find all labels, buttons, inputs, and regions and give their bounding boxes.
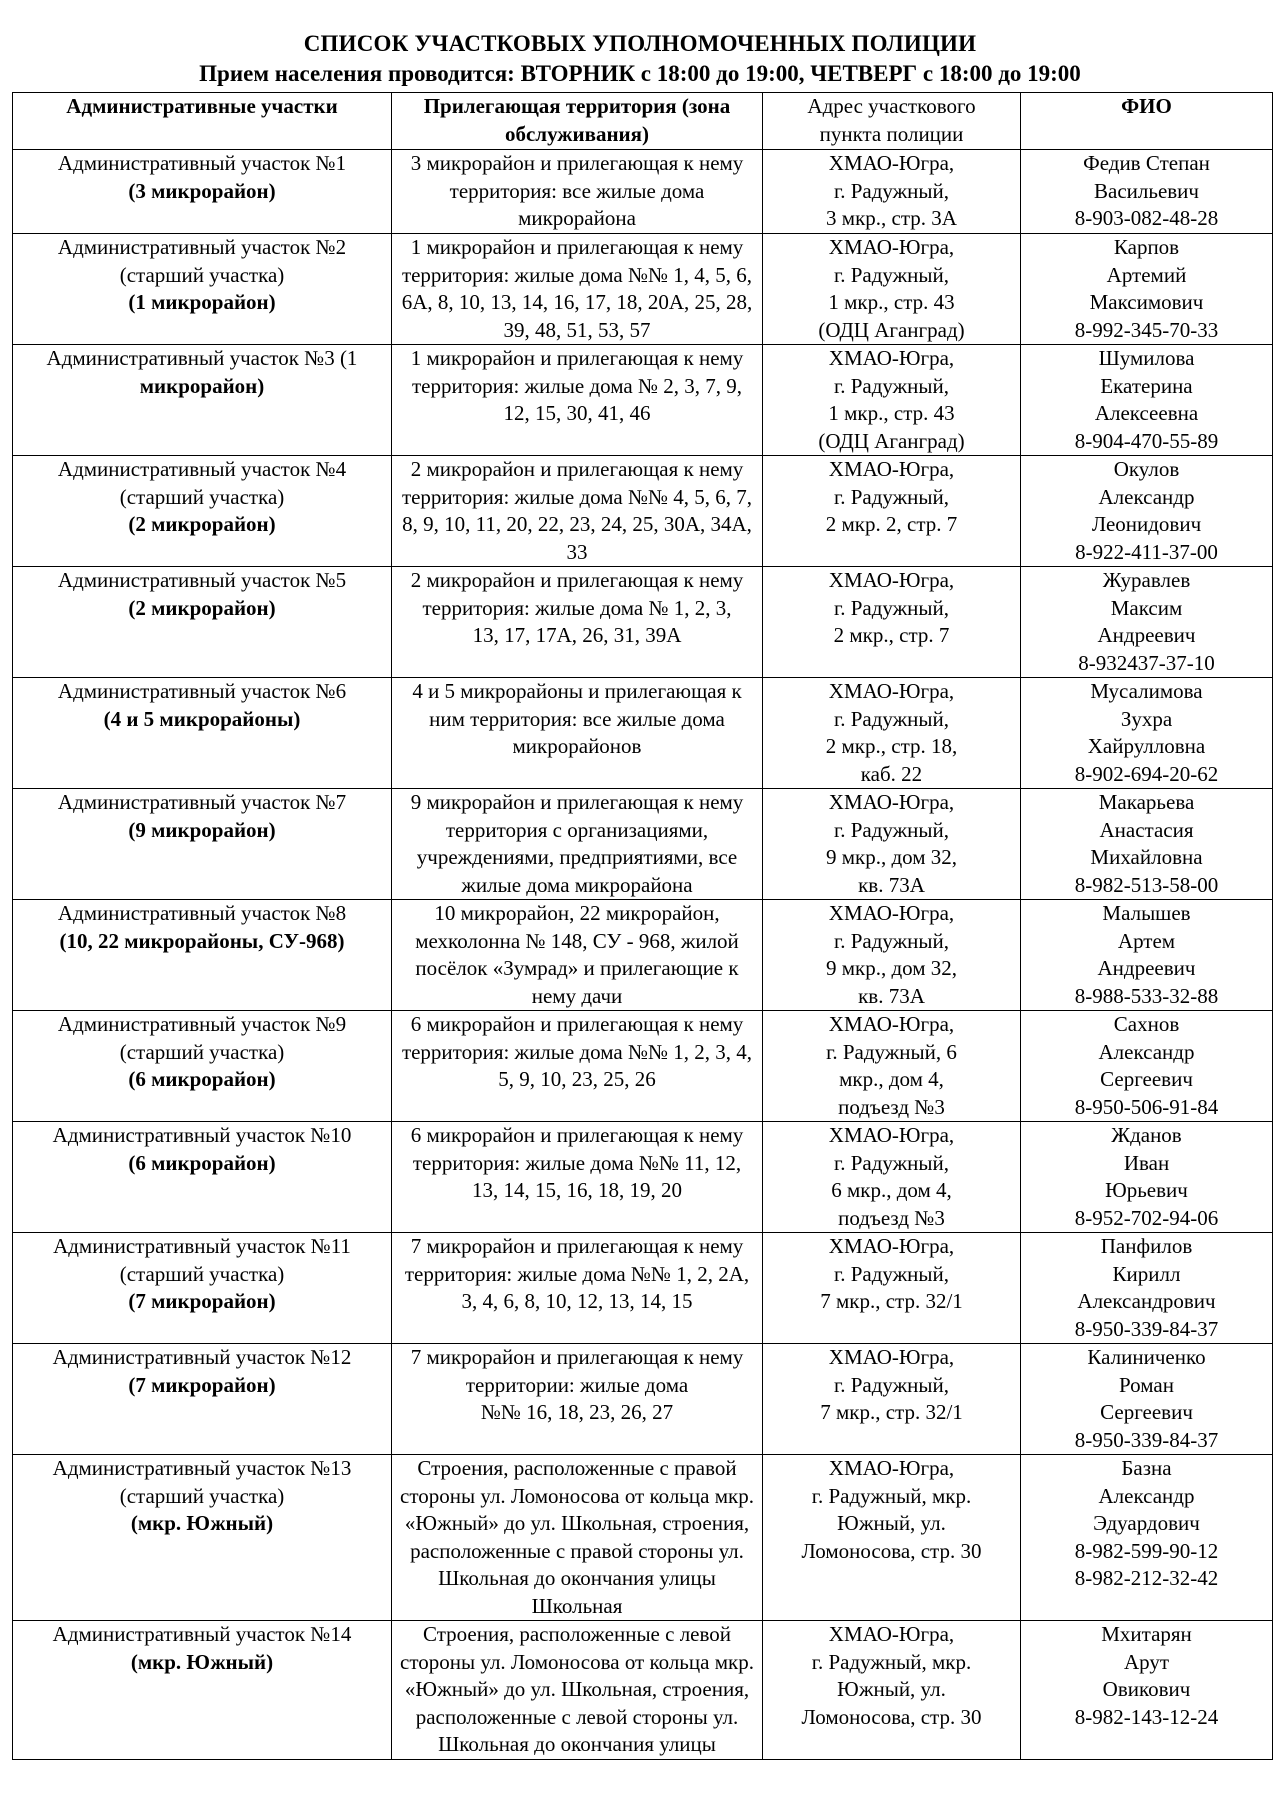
table-row [13,1455,1273,1621]
address-cell: ХМАО-Югра, г. Радужный, 6 мкр., дом 4, подъезд №3 [763,1122,1021,1233]
address-cell: ХМАО-Югра, г. Радужный, 6 мкр., дом 4, подъезд №3 [763,1011,1021,1122]
table-row [13,456,1273,567]
address-cell: ХМАО-Югра, г. Радужный, 2 мкр., стр. 18, каб. 22 [763,678,1021,789]
officer-cell: Макарьева Анастасия Михайловна 8-982-513-58-00 [1021,789,1273,900]
address-cell: ХМАО-Югра, г. Радужный, 7 мкр., стр. 32/1 [763,1344,1021,1455]
district-cell: Административный участок №12 (7 микрорайон) [13,1344,392,1455]
district-cell: Административный участок №5 (2 микрорайон) [13,567,392,678]
officer-cell: Сахнов Александр Сергеевич 8-950-506-91-84 [1021,1011,1273,1122]
territory-cell: 9 микрорайон и прилегающая к нему территория с организациями, учреждениями, предприятиями, все жилые дома микрорайона [392,789,763,900]
district-cell: Административный участок №8 (10, 22 микрорайоны, СУ-968) [13,900,392,1011]
table-row [13,1233,1273,1344]
table-row [13,150,1273,234]
district-cell: Административный участок №1 (3 микрорайон) [13,150,392,234]
officer-cell: Базна Александр Эдуардович 8-982-599-90-12 8-982-212-32-42 [1021,1455,1273,1621]
territory-cell: Строения, расположенные с левой стороны ул. Ломоносова от кольца мкр. «Южный» до ул. Школьная, строения, расположенные с левой стороны ул. Школьная до окончания улицы [392,1621,763,1760]
table-row [13,567,1273,678]
table-row [13,1621,1273,1760]
table-body [13,150,1273,1760]
district-cell: Административный участок №7 (9 микрорайон) [13,789,392,900]
header-address: Адрес участкового пункта полиции [763,93,1021,150]
territory-cell: 6 микрорайон и прилегающая к нему территория: жилые дома №№ 11, 12, 13, 14, 15, 16, 18, 19, 20 [392,1122,763,1233]
header-territory: Прилегающая территория (зона обслуживания) [392,93,763,150]
officers-table [12,92,1273,1760]
address-cell: ХМАО-Югра, г. Радужный, мкр. Южный, ул. Ломоносова, стр. 30 [763,1621,1021,1760]
address-cell: ХМАО-Югра, г. Радужный, 9 мкр., дом 32, кв. 73А [763,789,1021,900]
table-header-row [13,93,1273,150]
address-cell: ХМАО-Югра, г. Радужный, 1 мкр., стр. 43 (ОДЦ Аганград) [763,345,1021,456]
district-cell: Административный участок №14 (мкр. Южный) [13,1621,392,1760]
table-row [13,1122,1273,1233]
district-cell: Административный участок №4 (старший участка) (2 микрорайон) [13,456,392,567]
territory-cell: 4 и 5 микрорайоны и прилегающая к ним территория: все жилые дома микрорайонов [392,678,763,789]
officer-cell: Малышев Артем Андреевич 8-988-533-32-88 [1021,900,1273,1011]
territory-cell: 1 микрорайон и прилегающая к нему территория: жилые дома №№ 1, 4, 5, 6, 6А, 8, 10, 13, 14, 16, 17, 18, 20А, 25, 28, 39, 48, 51, 53, 57 [392,234,763,345]
district-cell: Административный участок №10 (6 микрорайон) [13,1122,392,1233]
address-cell: ХМАО-Югра, г. Радужный, 2 мкр., стр. 7 [763,567,1021,678]
officer-cell: Окулов Александр Леонидович 8-922-411-37-00 [1021,456,1273,567]
officer-cell: Журавлев Максим Андреевич 8-932437-37-10 [1021,567,1273,678]
officer-cell: Панфилов Кирилл Александрович 8-950-339-84-37 [1021,1233,1273,1344]
territory-cell: 2 микрорайон и прилегающая к нему территория: жилые дома № 1, 2, 3, 13, 17, 17А, 26, 31, 39А [392,567,763,678]
header-officer: ФИО [1021,93,1273,150]
address-cell: ХМАО-Югра, г. Радужный, 3 мкр., стр. 3А [763,150,1021,234]
address-cell: ХМАО-Югра, г. Радужный, мкр. Южный, ул. Ломоносова, стр. 30 [763,1455,1021,1621]
territory-cell: 7 микрорайон и прилегающая к нему территория: жилые дома №№ 1, 2, 2А, 3, 4, 6, 8, 10, 12, 13, 14, 15 [392,1233,763,1344]
table-row [13,1344,1273,1455]
district-cell: Административный участок №13 (старший участка) (мкр. Южный) [13,1455,392,1621]
territory-cell: 1 микрорайон и прилегающая к нему территория: жилые дома № 2, 3, 7, 9, 12, 15, 30, 41, 46 [392,345,763,456]
district-cell: Административный участок №6 (4 и 5 микрорайоны) [13,678,392,789]
officer-cell: Калиниченко Роман Сергеевич 8-950-339-84-37 [1021,1344,1273,1455]
district-cell: Административный участок №11 (старший участка) (7 микрорайон) [13,1233,392,1344]
address-cell: ХМАО-Югра, г. Радужный, 2 мкр. 2, стр. 7 [763,456,1021,567]
address-cell: ХМАО-Югра, г. Радужный, 9 мкр., дом 32, кв. 73А [763,900,1021,1011]
address-cell: ХМАО-Югра, г. Радужный, 1 мкр., стр. 43 (ОДЦ Аганград) [763,234,1021,345]
table-row [13,900,1273,1011]
table-row [13,345,1273,456]
officer-cell: Жданов Иван Юрьевич 8-952-702-94-06 [1021,1122,1273,1233]
territory-cell: 10 микрорайон, 22 микрорайон, мехколонна № 148, СУ - 968, жилой посёлок «Зумрад» и прилегающие к нему дачи [392,900,763,1011]
officer-cell: Мусалимова Зухра Хайрулловна 8-902-694-20-62 [1021,678,1273,789]
officer-cell: Карпов Артемий Максимович 8-992-345-70-33 [1021,234,1273,345]
document-subtitle: Прием населения проводится: ВТОРНИК с 18:00 до 19:00, ЧЕТВЕРГ с 18:00 до 19:00 [199,61,1081,86]
header-districts: Административные участки [13,93,392,150]
document-title: СПИСОК УЧАСТКОВЫХ УПОЛНОМОЧЕННЫХ ПОЛИЦИИ [303,31,977,56]
territory-cell: 6 микрорайон и прилегающая к нему территория: жилые дома №№ 1, 2, 3, 4, 5, 9, 10, 23, 25, 26 [392,1011,763,1122]
district-cell: Административный участок №3 (1 микрорайон) [13,345,392,456]
table-row [13,1011,1273,1122]
officer-cell: Мхитарян Арут Овикович 8-982-143-12-24 [1021,1621,1273,1760]
table-row [13,678,1273,789]
officer-cell: Федив Степан Васильевич 8-903-082-48-28 [1021,150,1273,234]
territory-cell: Строения, расположенные с правой стороны ул. Ломоносова от кольца мкр. «Южный» до ул. Школьная, строения, расположенные с правой стороны ул. Школьная до окончания улицы Школьная [392,1455,763,1621]
table-row [13,234,1273,345]
territory-cell: 3 микрорайон и прилегающая к нему территория: все жилые дома микрорайона [392,150,763,234]
district-cell: Административный участок №2 (старший участка) (1 микрорайон) [13,234,392,345]
address-cell: ХМАО-Югра, г. Радужный, 7 мкр., стр. 32/1 [763,1233,1021,1344]
territory-cell: 7 микрорайон и прилегающая к нему территории: жилые дома №№ 16, 18, 23, 26, 27 [392,1344,763,1455]
district-cell: Административный участок №9 (старший участка) (6 микрорайон) [13,1011,392,1122]
table-row [13,789,1273,900]
territory-cell: 2 микрорайон и прилегающая к нему территория: жилые дома №№ 4, 5, 6, 7, 8, 9, 10, 11, 20, 22, 23, 24, 25, 30А, 34А, 33 [392,456,763,567]
officer-cell: Шумилова Екатерина Алексеевна 8-904-470-55-89 [1021,345,1273,456]
